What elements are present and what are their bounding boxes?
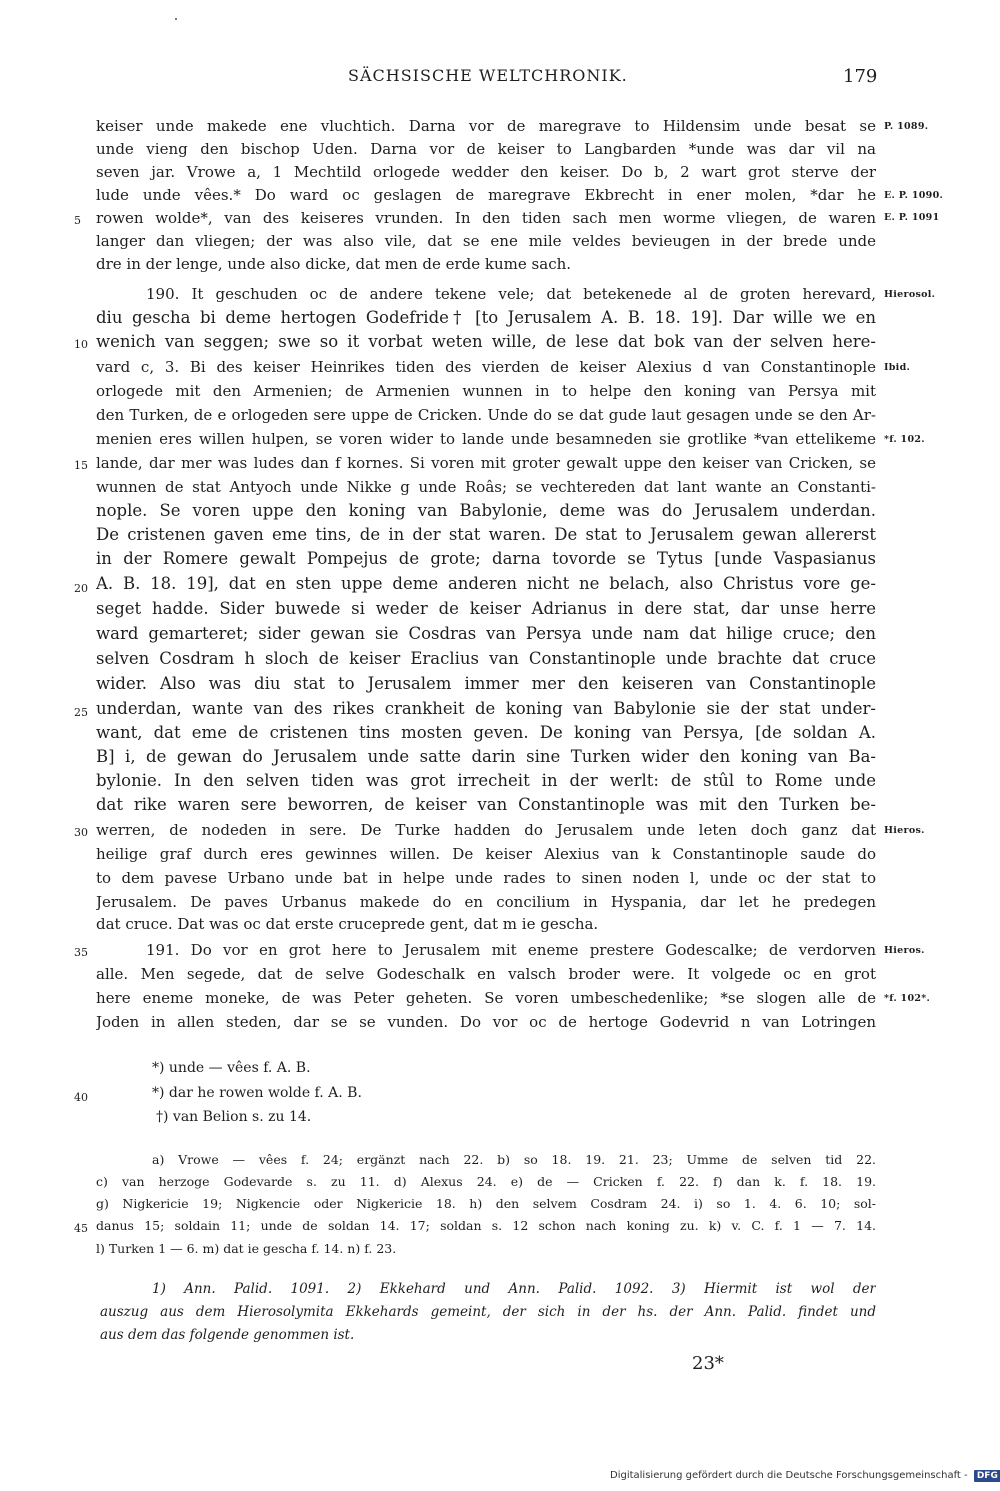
text-line: den Turken, de e orlogeden sere uppe de Cricken. Unde do se dat gude laut gesagen unde se den Ar- [96, 406, 876, 424]
line-number: 30 [74, 826, 88, 839]
line-number: 5 [74, 214, 81, 227]
text-line: alle. Men segede, dat de selve Godeschalk en valsch broder were. It volgede oc en grot [96, 965, 876, 983]
margin-note: Hierosol. [884, 289, 936, 300]
margin-note: E. P. 1090. [884, 190, 944, 201]
text-line: De cristenen gaven eme tins, de in der stat waren. De stat to Jerusalem gewan allererst [96, 525, 876, 544]
line-number: 40 [74, 1091, 88, 1104]
text-line: unde vieng den bischop Uden. Darna vor de keiser to Langbarden *unde was dar vil na [96, 140, 876, 158]
line-number: 35 [74, 946, 88, 959]
footnote: 1) Ann. Palid. 1091. 2) Ekkehard und Ann. Palid. 1092. 3) Hiermit ist wol der [152, 1281, 876, 1297]
text-line: Joden in allen steden, dar se se vunden. Do vor oc de hertoge Godevrid n van Lotringen [96, 1013, 876, 1031]
text-line: dre in der lenge, unde also dicke, dat men de erde kume sach. [96, 255, 572, 273]
text-line: wenich van seggen; swe so it vorbat weten wille, de lese dat bok van der selven here- [96, 332, 876, 351]
text-note: *) unde — vêes f. A. B. [152, 1060, 311, 1076]
line-number: 10 [74, 338, 88, 351]
line-number: 20 [74, 582, 88, 595]
text-line: werren, de nodeden in sere. De Turke hadden do Jerusalem unde leten doch ganz dat [96, 821, 876, 839]
variant-note: a) Vrowe — vêes f. 24; ergänzt nach 22. b) so 18. 19. 21. 23; Umme de selven tid 22. [152, 1152, 876, 1167]
line-number: 15 [74, 459, 88, 472]
footnote: aus dem das folgende genommen ist. [100, 1327, 355, 1343]
text-line: nople. Se voren uppe den koning van Babylonie, deme was do Jerusalem underdan. [96, 501, 876, 520]
text-line: rowen wolde*, van des keiseres vrunden. In den tiden sach men worme vliegen, de waren [96, 209, 876, 227]
text-line: diu gescha bi deme hertogen Godefride† [to Jerusalem A. B. 18. 19]. Dar wille we en [96, 308, 876, 327]
margin-note: Hieros. [884, 825, 925, 836]
digitization-footer [610, 1470, 1000, 1482]
text-line: to dem pavese Urbano unde bat in helpe unde rades to sinen noden l, unde oc der stat to [96, 869, 876, 887]
scan-speck [175, 18, 177, 20]
margin-note: Ibid. [884, 362, 911, 373]
text-note: †) van Belion s. zu 14. [156, 1109, 312, 1125]
margin-note: Hieros. [884, 945, 925, 956]
text-line: B] i, de gewan do Jerusalem unde satte darin sine Turken wider den koning van Ba- [96, 747, 876, 766]
text-note: *) dar he rowen wolde f. A. B. [152, 1085, 362, 1101]
variant-note: g) Nigkericie 19; Nigkencie oder Nigkericie 18. h) den selvem Cosdram 24. i) so 1. 4. 6. 10; sol- [96, 1196, 876, 1211]
text-line: wider. Also was diu stat to Jerusalem immer mer den keiseren van Constantinople [96, 674, 876, 693]
margin-note: P. 1089. [884, 121, 929, 132]
margin-note: *f. 102*. [884, 993, 931, 1004]
text-line: menien eres willen hulpen, se voren wider to lande unde besamneden sie grotlike *van ettelikeme [96, 430, 876, 448]
text-line: A. B. 18. 19], dat en sten uppe deme anderen nicht ne belach, also Christus vore ge- [96, 574, 876, 593]
line-number: 45 [74, 1222, 88, 1235]
text-line: underdan, wante van des rikes crankheit de koning van Babylonie sie der stat under- [96, 699, 876, 718]
dfg-logo: DFG [974, 1470, 1000, 1482]
running-title: SÄCHSISCHE WELTCHRONIK. [348, 66, 628, 85]
text-line: orlogede mit den Armenien; de Armenien wunnen in to helpe den koning van Persya mit [96, 382, 876, 400]
text-line: heilige graf durch eres gewinnes willen. De keiser Alexius van k Constantinople saude do [96, 845, 876, 863]
text-line: lude unde vêes.* Do ward oc geslagen de maregrave Ekbrecht in ener molen, *dar he [96, 186, 876, 204]
text-line: Jerusalem. De paves Urbanus makede do en concilium in Hyspania, dar let he predegen [96, 893, 876, 911]
footer-text: Digitalisierung gefördert durch die Deutsche Forschungsgemeinschaft - [610, 1470, 968, 1481]
text-line: langer dan vliegen; der was also vile, dat se ene mile veldes bevieugen in der brede unde [96, 232, 876, 250]
text-line: vard c, 3. Bi des keiser Heinrikes tiden des vierden de keiser Alexius d van Constantinople [96, 358, 876, 376]
text-line: seget hadde. Sider buwede si weder de keiser Adrianus in dere stat, dar unse herre [96, 599, 876, 618]
page-number: 179 [843, 66, 878, 87]
text-line: lande, dar mer was ludes dan f kornes. Si voren mit groter gewalt uppe den keiser van Cricken, se [96, 454, 876, 472]
section-191-start: 191. Do vor en grot here to Jerusalem mit eneme prestere Godescalke; de verdorven [146, 941, 876, 959]
text-line: selven Cosdram h sloch de keiser Eraclius van Constantinople unde brachte dat cruce [96, 649, 876, 668]
text-line: bylonie. In den selven tiden was grot irrecheit in der werlt: de stûl to Rome unde [96, 771, 876, 790]
text-line: wunnen de stat Antyoch unde Nikke g unde Roâs; se vechtereden dat lant wante an Constanti- [96, 478, 876, 496]
text-line: dat cruce. Dat was oc dat erste cruceprede gent, dat m ie gescha. [96, 915, 599, 933]
text-line: ward gemarteret; sider gewan sie Cosdras van Persya unde nam dat hilige cruce; den [96, 624, 876, 643]
signature-mark: 23* [692, 1353, 724, 1374]
text-line: want, dat eme de cristenen tins mosten geven. De koning van Persya, [de soldan A. [96, 723, 876, 742]
variant-note: c) van herzoge Godevarde s. zu 11. d) Alexus 24. e) de — Cricken f. 22. f) dan k. f. 18. 19. [96, 1174, 876, 1189]
variant-note: danus 15; soldain 11; unde de soldan 14. 17; soldan s. 12 schon nach koning zu. k) v. C. f. 1 — 7. 14. [96, 1218, 876, 1233]
text-line: here eneme moneke, de was Peter geheten. Se voren umbeschedenlike; *se slogen alle de [96, 989, 876, 1007]
text-line: dat rike waren sere beworren, de keiser van Constantinople was mit den Turken be- [96, 795, 876, 814]
margin-note: *f. 102. [884, 434, 925, 445]
text-line: keiser unde makede ene vluchtich. Darna vor de maregrave to Hildensim unde besat se [96, 117, 876, 135]
text-line: in der Romere gewalt Pompejus de grote; darna tovorde se Tytus [unde Vaspasianus [96, 549, 876, 568]
margin-note: E. P. 1091 [884, 212, 940, 223]
line-number: 25 [74, 706, 88, 719]
variant-note: l) Turken 1 — 6. m) dat ie gescha f. 14. n) f. 23. [96, 1241, 397, 1256]
text-line: seven jar. Vrowe a, 1 Mechtild orlogede wedder den keiser. Do b, 2 wart grot sterve der [96, 163, 876, 181]
footnote: auszug aus dem Hierosolymita Ekkehards gemeint, der sich in der hs. der Ann. Palid. findet und [100, 1304, 876, 1320]
section-190-start: 190. It geschuden oc de andere tekene vele; dat betekenede al de groten herevard, [146, 285, 876, 303]
